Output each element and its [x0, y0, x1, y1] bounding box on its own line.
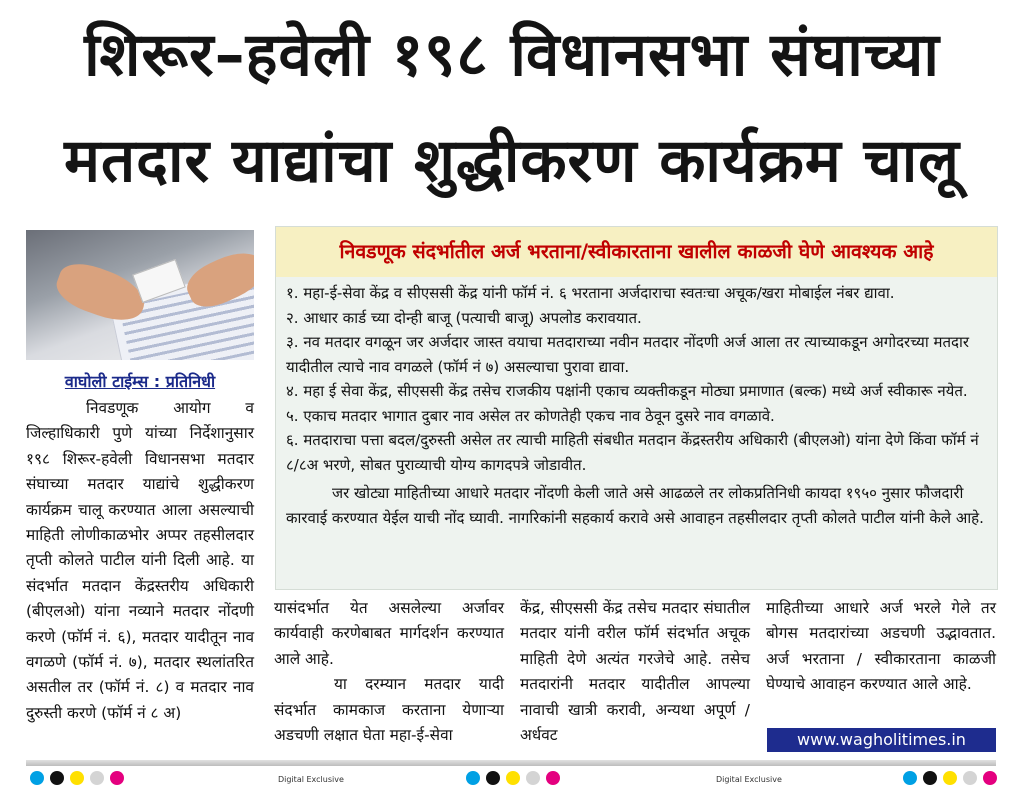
black-mark — [486, 771, 500, 785]
article-text: माहितीच्या आधारे अर्ज भरले गेले तर बोगस मतदारांच्या अडचणी उद्भावतात. अर्ज भरताना / स्वीकारताना काळजी घेण्याचे आवाहन करण्यात आले आहे. — [766, 599, 996, 694]
notice-item: ३. नव मतदार वगळून जर अर्जदार जास्त वयाचा मतदाराच्या नवीन मतदार नोंदणी अर्ज आला तर त्याच्याकडून अगोदरच्या मतदार यादीतील त्याचे नाव वगळले (फॉर्म नं ७) असल्याचा पुरावा द्यावा. — [286, 333, 969, 376]
notice-item: ६. मतदाराचा पत्ता बदल/दुरुस्ती असेल तर त्याची माहिती संबधीत मतदान केंद्रस्तरीय अधिकारी (बीएलओ) यांना देणे किंवा फॉर्म नं ८/८अ भरणे, सोबत पुराव्याची योग्य कागदपत्रे जोडावीत. — [286, 431, 979, 474]
news-photo — [26, 230, 254, 360]
article-text: यासंदर्भात येत असलेल्या अर्जावर कार्यवाही करणेबाबत मार्गदर्शन करण्यात आले आहे. — [274, 599, 504, 668]
article-column-3 — [520, 596, 750, 748]
article-text: केंद्र, सीएससी केंद्र तसेच मतदार संघातील मतदार यांनी वरील फॉर्म संदर्भात अचूक माहिती देणे अत्यंत गरजेचे आहे. तसेच मतदारांनी मतदार यादीतील आपल्या नावाची खात्री करावी, अन्यथा अपूर्ण / अर्धवट — [520, 599, 750, 745]
black-mark — [923, 771, 937, 785]
article-text: निवडणूक आयोग व जिल्हाधिकारी पुणे यांच्या निर्देशानुसार १९८ शिरूर-हवेली विधानसभा मतदार संघाच्या मतदार याद्यांचे शुद्धीकरण कार्यक्रम चालू करण्यात आला असल्याची माहिती लोणीकाळभोर अप्पर तहसीलदार तृप्ती कोलते पाटील यांनी दिली आहे. या संदर्भात मतदान केंद्रस्तरीय अधिकारी (बीएलओ) यांना नव्याने मतदार नोंदणी करणे (फॉर्म नं. ६), मतदार यादीतून नाव वगळणे (फॉर्म नं. ७), मतदार स्थलांतरित असतील तर (फॉर्म नं. ८) व मतदार नाव दुरुस्ती करणे (फॉर्म नं ८ अ) — [26, 399, 254, 722]
notice-list — [286, 281, 986, 530]
footer-label-right: Digital Exclusive — [716, 775, 782, 784]
headline-line-2: मतदार याद्यांचा शुद्धीकरण कार्यक्रम चालू — [64, 126, 960, 196]
gray-mark — [526, 771, 540, 785]
notice-heading: निवडणूक संदर्भातील अर्ज भरताना/स्वीकारताना खालील काळजी घेणे आवश्यक आहे — [276, 227, 997, 277]
article-column-2 — [274, 596, 504, 748]
gray-mark — [90, 771, 104, 785]
magenta-mark — [546, 771, 560, 785]
yellow-mark — [506, 771, 520, 785]
yellow-mark — [70, 771, 84, 785]
notice-warning: जर खोट्या माहितीच्या आधारे मतदार नोंदणी केली जाते असे आढळले तर लोकप्रतिनिधी कायदा १९५० नुसार फौजदारी कारवाई करण्यात येईल याची नोंद घ्यावी. नागरिकांनी सहकार्य करावे असे आवाहन तहसीलदार तृप्ती कोलते पाटील यांनी केले आहे. — [286, 484, 984, 527]
notice-item: २. आधार कार्ड च्या दोन्ही बाजू (पत्याची बाजू) अपलोड करावयात. — [286, 308, 642, 327]
registration-marks-right — [903, 771, 997, 785]
notice-item: ४. महा ई सेवा केंद्र, सीएससी केंद्र तसेच राजकीय पक्षांनी एकाच व्यक्तीकडून मोठ्या प्रमाणात (बल्क) मध्ये अर्ज स्वीकारू नयेत. — [286, 382, 968, 400]
notice-item: ५. एकाच मतदार भागात दुबार नाव असेल तर कोणतेही एकच नाव ठेवून दुसरे नाव वगळावे. — [286, 406, 775, 425]
article-column-1 — [26, 396, 254, 726]
cyan-mark — [466, 771, 480, 785]
registration-marks-center — [466, 771, 560, 785]
yellow-mark — [943, 771, 957, 785]
notice-box — [275, 226, 998, 590]
byline: वाघोली टाईम्स : प्रतिनिधी — [64, 372, 216, 391]
footer-label-left: Digital Exclusive — [278, 775, 344, 784]
cyan-mark — [903, 771, 917, 785]
registration-marks-left — [30, 771, 124, 785]
footer-rule — [26, 760, 996, 766]
black-mark — [50, 771, 64, 785]
website-link[interactable]: www.wagholitimes.in — [767, 728, 996, 752]
headline-line-1: शिरूर–हवेली १९८ विधानसभा संघाच्या — [84, 20, 940, 90]
gray-mark — [963, 771, 977, 785]
notice-item: १. महा-ई-सेवा केंद्र व सीएससी केंद्र यांनी फॉर्म नं. ६ भरताना अर्जदाराचा स्वतःचा अचूक/खरा मोबाईल नंबर द्यावा. — [286, 284, 895, 302]
cyan-mark — [30, 771, 44, 785]
article-text: या दरम्यान मतदार यादी संदर्भात कामकाज करताना येणाऱ्या अडचणी लक्षात घेता महा-ई-सेवा — [274, 675, 504, 745]
magenta-mark — [110, 771, 124, 785]
magenta-mark — [983, 771, 997, 785]
article-column-4 — [766, 596, 996, 698]
